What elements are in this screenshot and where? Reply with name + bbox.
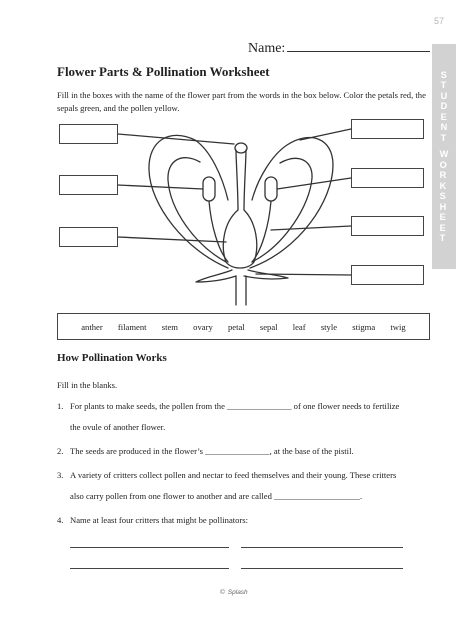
answer-line-2[interactable]: [241, 547, 403, 548]
pointer-right-3: [271, 226, 351, 230]
word-bank-item: style: [320, 321, 338, 332]
left-sepal: [196, 270, 236, 282]
side-tab-letter: T: [440, 80, 447, 90]
pointer-left-2: [118, 185, 203, 189]
side-tab-letter: S: [440, 69, 447, 80]
side-tab-letter: E: [439, 212, 446, 222]
label-box-right-4[interactable]: [351, 265, 424, 285]
question-number: 2.: [57, 446, 64, 456]
pointer-left-3: [118, 237, 226, 242]
word-bank-item: ovary: [193, 321, 213, 332]
right-sepal: [244, 270, 288, 279]
side-tab-letter: O: [439, 159, 447, 170]
side-tab-letter: W: [439, 149, 449, 159]
side-tab-letter: S: [439, 191, 446, 201]
question-number: 4.: [57, 515, 64, 525]
left-petal-inner: [168, 158, 226, 262]
pointer-left-1: [118, 134, 234, 144]
stigma-shape: [235, 143, 247, 153]
question-number: 3.: [57, 470, 64, 480]
worksheet-title: Flower Parts & Pollination Worksheet: [57, 64, 270, 79]
side-tab-letter: N: [440, 122, 448, 132]
word-bank-item: petal: [227, 321, 245, 332]
label-box-left-2[interactable]: [59, 175, 118, 195]
question-number: 1.: [57, 401, 64, 411]
side-tab-word: [440, 149, 449, 244]
side-tab-letter: R: [439, 170, 447, 180]
word-bank-item: stem: [161, 321, 178, 332]
left-filament: [209, 201, 228, 262]
right-anther-shape: [265, 177, 277, 201]
answer-line-3[interactable]: [70, 568, 229, 569]
question-text-continued: also carry pollen from one flower to another and are called ____________________.: [70, 491, 363, 501]
side-tab-word: [441, 70, 448, 144]
name-label: Name:: [248, 41, 286, 56]
question-text: For plants to make seeds, the pollen from the _______________ of one flower needs to fertilize: [70, 401, 400, 411]
word-bank-item: filament: [117, 321, 147, 332]
question-text-continued: the ovule of another flower.: [70, 422, 166, 432]
question-text: The seeds are produced in the flower’s _______________, at the base of the pistil.: [70, 446, 354, 456]
word-bank: [57, 313, 430, 340]
fill-in-instruction: Fill in the blanks.: [57, 380, 118, 390]
side-tab-letter: E: [440, 111, 447, 122]
name-field[interactable]: [248, 38, 430, 57]
worksheet-instructions: Fill in the boxes with the name of the flower part from the words in the box below. Color the petals red, the sepals green, and the pollen yellow.: [57, 90, 426, 113]
question-3: [57, 469, 396, 502]
word-bank-item: leaf: [292, 321, 306, 332]
side-tab-letter: K: [439, 180, 447, 191]
footer: [220, 589, 248, 596]
answer-line-4[interactable]: [241, 568, 403, 569]
label-box-left-1[interactable]: [59, 124, 118, 144]
side-tab-letter: U: [440, 90, 448, 101]
left-anther-shape: [203, 177, 215, 201]
side-tab-letter: D: [440, 101, 448, 111]
label-box-right-1[interactable]: [351, 119, 424, 139]
pointer-right-4: [256, 274, 351, 275]
answer-line-1[interactable]: [70, 547, 229, 548]
side-tab-letter: E: [439, 222, 446, 233]
label-box-left-3[interactable]: [59, 227, 118, 247]
label-box-right-3[interactable]: [351, 216, 424, 236]
word-bank-item: stigma: [352, 321, 376, 332]
stem: [236, 276, 246, 305]
right-petal-inner: [252, 158, 312, 262]
copyright-symbol: ©: [220, 589, 225, 596]
right-petal: [250, 138, 333, 268]
question-4: [57, 514, 248, 526]
question-2: [57, 445, 354, 457]
side-tab-letter: H: [439, 201, 447, 212]
question-text: Name at least four critters that might be pollinators:: [70, 515, 249, 525]
page-number: 57: [433, 16, 444, 26]
question-1: [57, 400, 399, 433]
side-tab-letter: T: [440, 132, 447, 143]
pollination-title: How Pollination Works: [57, 352, 167, 364]
word-bank-item: anther: [81, 321, 103, 332]
name-blank-line[interactable]: [287, 38, 430, 52]
left-petal: [149, 135, 228, 268]
pistil: [223, 150, 256, 268]
brand-logo: Splash: [227, 589, 248, 596]
word-bank-item: sepal: [259, 321, 278, 332]
question-text: A variety of critters collect pollen and nectar to feed themselves and their young. These critters: [70, 470, 397, 480]
side-tab-letter: T: [439, 233, 446, 243]
pointer-right-2: [277, 178, 351, 189]
label-box-right-2[interactable]: [351, 168, 424, 188]
word-bank-item: twig: [390, 321, 406, 332]
right-filament: [252, 201, 271, 262]
student-worksheet-tab: [432, 44, 456, 269]
pointer-right-1: [300, 129, 351, 140]
